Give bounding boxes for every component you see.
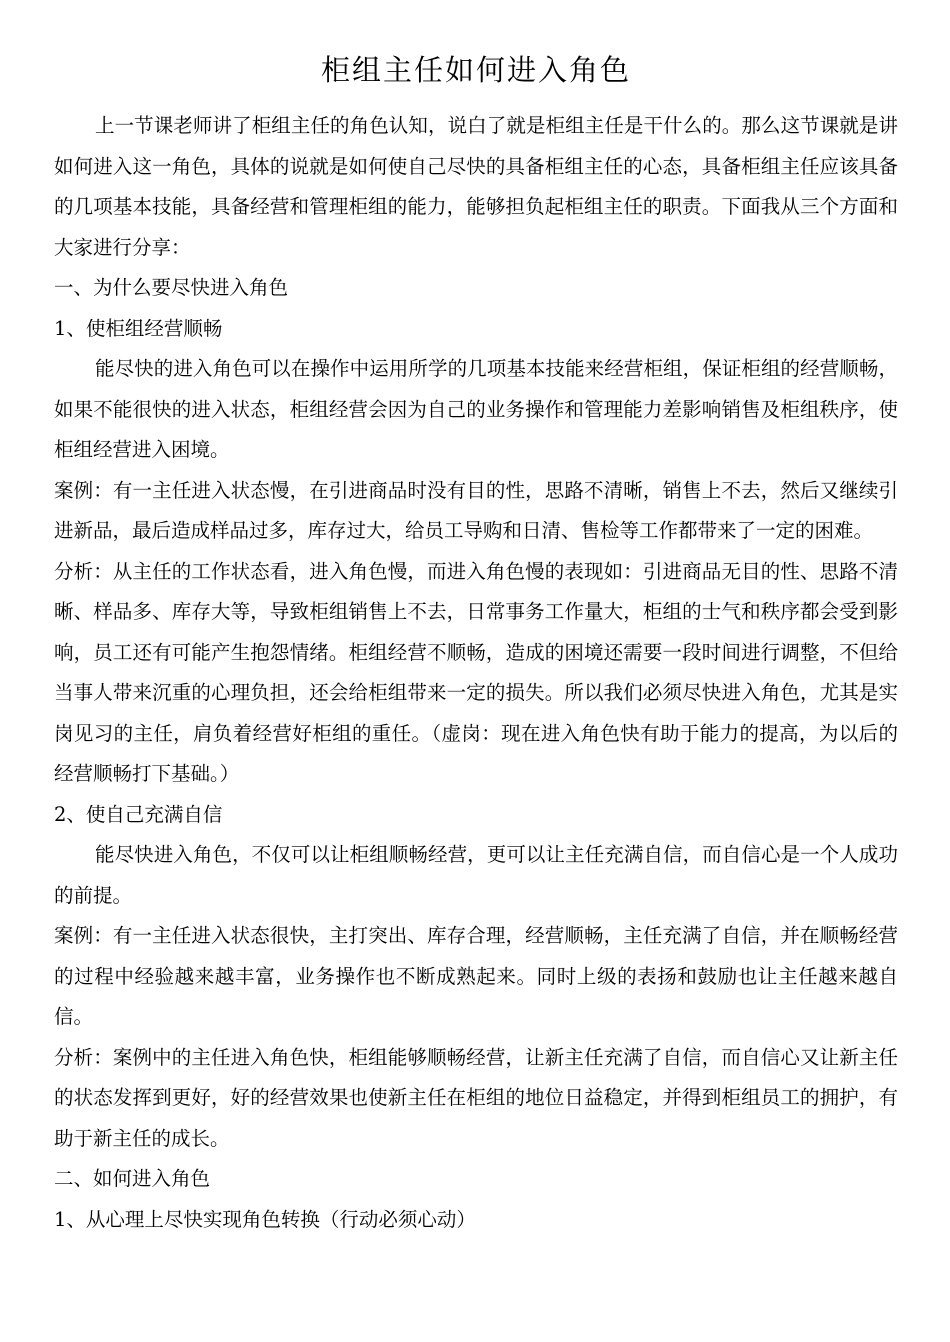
section-heading-2: 二、如何进入角色 [54, 1167, 211, 1190]
body-paragraph: 能尽快的进入角色可以在操作中运用所学的几项基本技能来经营柜组，保证柜组的经营顺畅，如果不能很快的进入状态，柜组经营会因为自己的业务操作和管理能力差影响销售及柜组秩序，使柜组经营进入困境。 [54, 357, 898, 461]
analysis-paragraph: 分析：从主任的工作状态看，进入角色慢，而进入角色慢的表现如：引进商品无目的性、思路不清晰、样品多、库存大等，导致柜组销售上不去，日常事务工作量大，柜组的士气和秩序都会受到影响，员工还有可能产生抱怨情绪。柜组经营不顺畅，造成的困境还需要一段时间进行调整，不但给当事人带来沉重的心理负担，还会给柜组带来一定的损失。所以我们必须尽快进入角色，尤其是实岗见习的主任，肩负着经营好柜组的重任。（虚岗：现在进入角色快有助于能力的提高，为以后的经营顺畅打下基础。） [54, 559, 898, 785]
document-page [54, 40, 898, 1240]
analysis-paragraph: 分析：案例中的主任进入角色快，柜组能够顺畅经营，让新主任充满了自信，而自信心又让新主任的状态发挥到更好，好的经营效果也使新主任在柜组的地位日益稳定，并得到柜组员工的拥护，有助于新主任的成长。 [54, 1045, 898, 1150]
section-heading-1: 一、为什么要尽快进入角色 [54, 276, 289, 299]
body-paragraph: 能尽快进入角色，不仅可以让柜组顺畅经营，更可以让主任充满自信，而自信心是一个人成功的前提。 [54, 843, 898, 907]
case-paragraph: 案例：有一主任进入状态慢，在引进商品时没有目的性，思路不清晰，销售上不去，然后又继续引进新品，最后造成样品过多，库存过大，给员工导购和日清、售检等工作都带来了一定的困难。 [54, 478, 898, 542]
case-paragraph: 案例：有一主任进入状态很快，主打突出、库存合理，经营顺畅，主任充满了自信，并在顺畅经营的过程中经验越来越丰富，业务操作也不断成熟起来。同时上级的表扬和鼓励也让主任越来越自信。 [54, 924, 898, 1028]
subsection-heading-1-1: 1、使柜组经营顺畅 [54, 316, 223, 340]
document-title: 柜组主任如何进入角色 [320, 53, 631, 87]
subsection-heading-1-2: 2、使自己充满自信 [54, 802, 223, 826]
intro-paragraph: 上一节课老师讲了柜组主任的角色认知，说白了就是柜组主任是干什么的。那么这节课就是讲如何进入这一角色，具体的说就是如何使自己尽快的具备柜组主任的心态，具备柜组主任应该具备的几项基本技能，具备经营和管理柜组的能力，能够担负起柜组主任的职责。下面我从三个方面和大家进行分享： [54, 114, 898, 259]
subsection-heading-2-1: 1、从心理上尽快实现角色转换（行动必须心动） [54, 1207, 476, 1231]
